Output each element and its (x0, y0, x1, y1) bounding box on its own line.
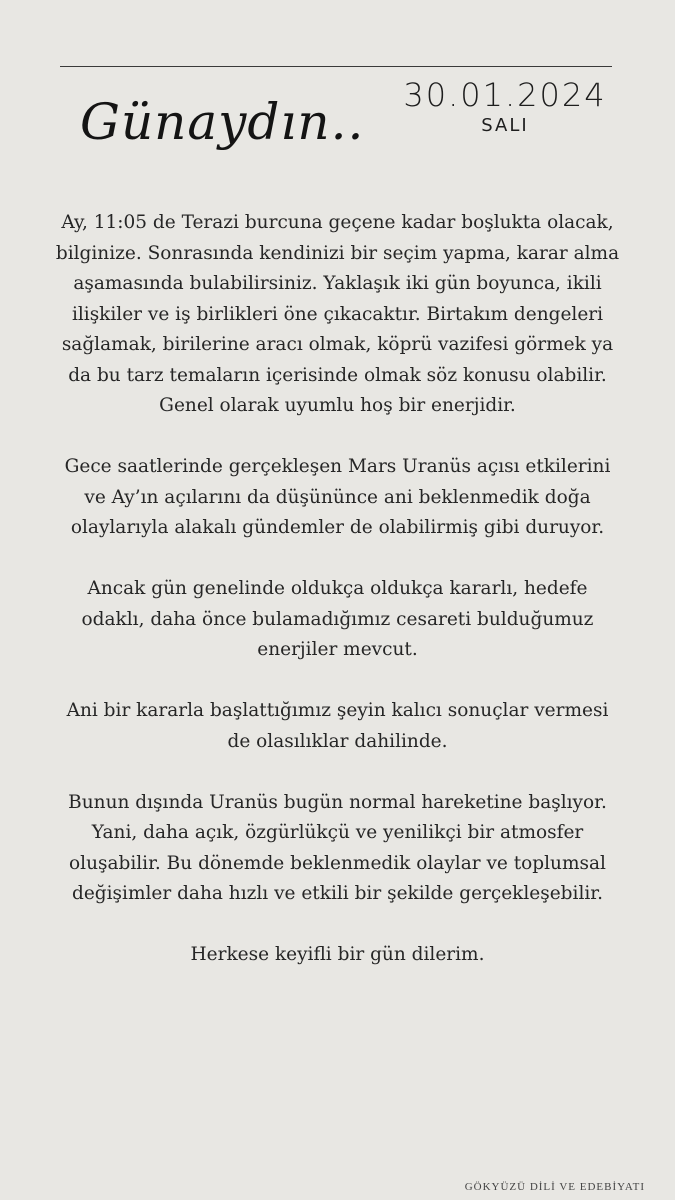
paragraph-uranus-direct: Bunun dışında Uranüs bugün normal hareketine başlıyor. Yani, daha açık, özgürlükçü ve yenilikçi bir atmosfer oluşabilir. Bu dönemde beklenmedik olaylar ve toplumsal değişimler daha hızlı ve etkili bir şekilde gerçekleşebilir. (68, 791, 607, 904)
greeting-title: Günaydın.. (80, 93, 365, 151)
date-label: 30.01.2024 (403, 76, 607, 114)
top-divider (60, 66, 612, 67)
paragraph-determined-energy: Ancak gün genelinde oldukça oldukça kararlı, hedefe odaklı, daha önce bulamadığımız cesareti bulduğumuz enerjiler mevcut. (81, 578, 594, 660)
paragraph-closing-wish: Herkese keyifli bir gün dilerim. (190, 944, 485, 965)
paragraph-lasting-results: Ani bir kararla başlattığımız şeyin kalıcı sonuçlar vermesi de olasılıklar dahilinde. (66, 700, 609, 752)
horoscope-body (55, 208, 620, 1001)
author-signature: GÖKYÜZÜ DİLİ VE EDEBİYATI (464, 1181, 645, 1193)
weekday-label: SALI (481, 115, 529, 136)
paragraph-moon-libra: Ay, 11:05 de Terazi burcuna geçene kadar boşlukta olacak, bilginize. Sonrasında kendinizi bir seçim yapma, karar alma aşamasında bulabilirsiniz. Yaklaşık iki gün boyunca, ikili ilişkiler ve iş birlikleri öne çıkacaktır. Birtakım dengeleri sağlamak, birilerine aracı olmak, köprü vazifesi görmek ya da bu tarz temaların içerisinde olmak söz konusu olabilir. Genel olarak uyumlu hoş bir enerjidir. (55, 212, 620, 416)
paragraph-mars-uranus: Gece saatlerinde gerçekleşen Mars Uranüs açısı etkilerini ve Ay’ın açılarını da düşününce ani beklenmedik doğa olaylarıyla alakalı gündemler de olabilirmiş gibi duruyor. (64, 456, 611, 538)
